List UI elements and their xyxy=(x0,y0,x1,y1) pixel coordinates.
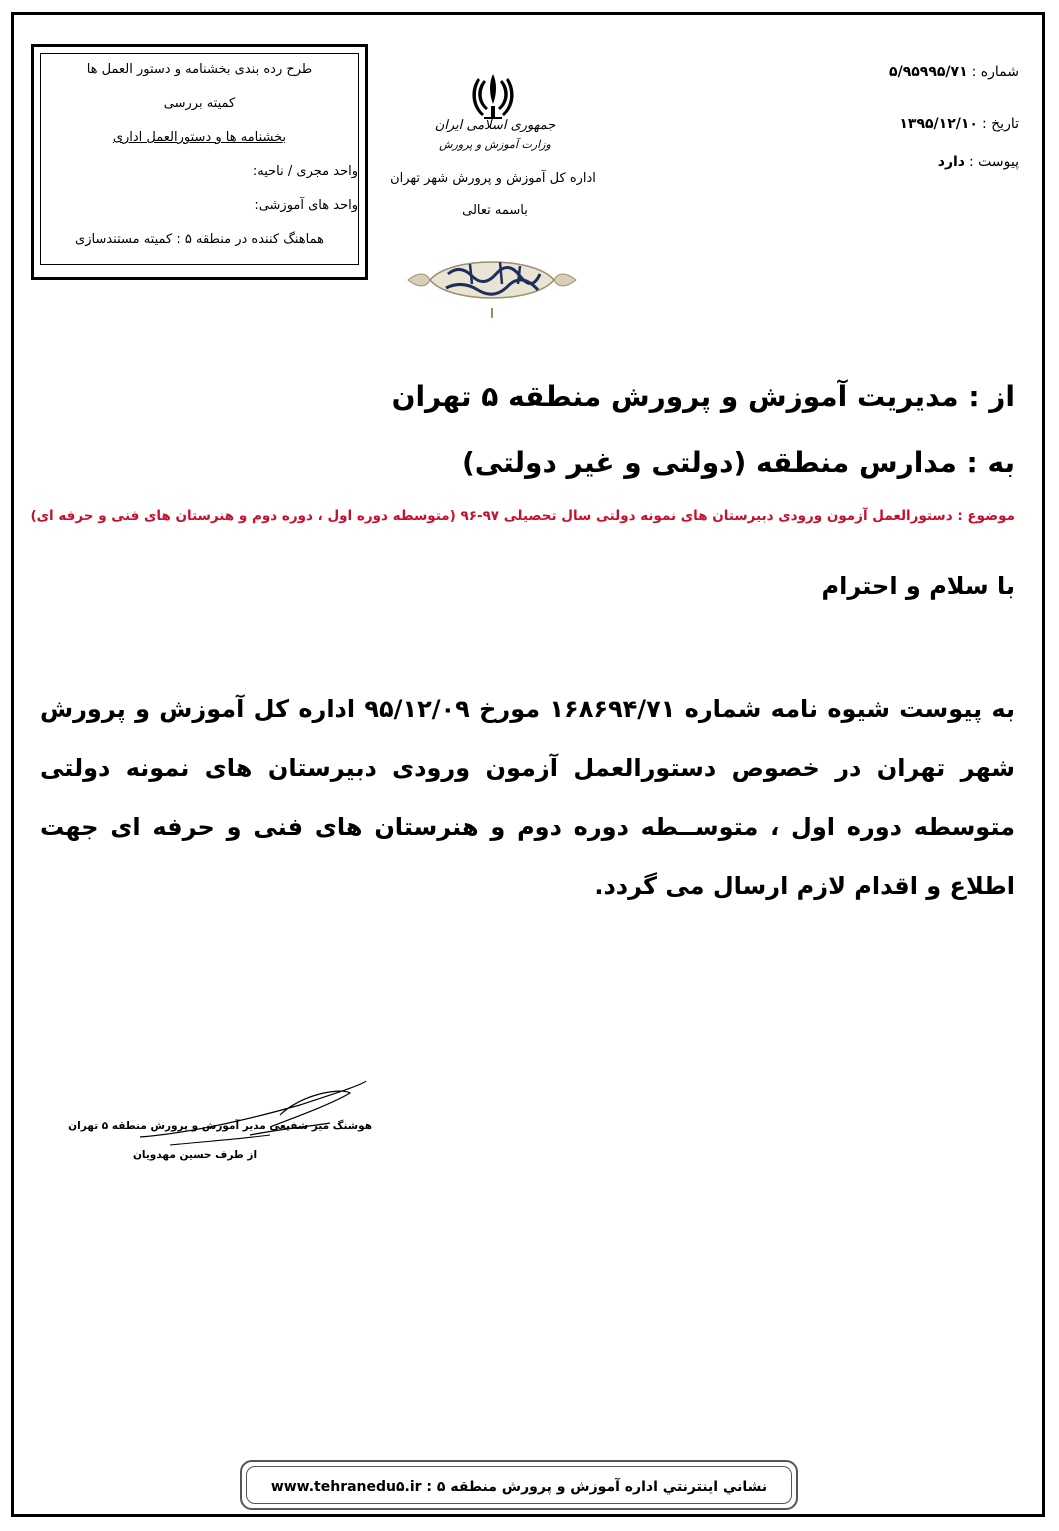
footer-box xyxy=(240,1460,798,1510)
letter-greeting: با سلام و احترام xyxy=(821,572,1015,600)
letter-number-value: ۵/۹۵۹۹۵/۷۱ xyxy=(889,64,968,80)
slogan-calligraphy-icon xyxy=(400,238,584,322)
signatory-on-behalf: از طرف حسین مهدویان xyxy=(132,1149,258,1161)
classification-coordinator: هماهنگ کننده در منطقه ۵ : کمیته مستندسازی xyxy=(75,232,324,247)
letter-date-value: ۱۳۹۵/۱۲/۱۰ xyxy=(899,116,978,132)
letter-to: به : مدارس منطقه (دولتی و غیر دولتی) xyxy=(461,446,1015,479)
classification-category: بخشنامه ها و دستورالعمل اداری xyxy=(112,130,287,145)
letter-subject: موضوع : دستورالعمل آزمون ورودی دبیرستان های نمونه دولتی سال تحصیلی ۹۷-۹۶ (متوسطه دوره اول ، دوره دوم و هنرستان های فنی و حرفه ای) xyxy=(30,508,1015,524)
letter-number-label: شماره : xyxy=(971,64,1019,80)
classification-box xyxy=(31,44,368,280)
department-name: اداره کل آموزش و پرورش شهر تهران xyxy=(390,171,596,186)
ministry-name: وزارت آموزش و پرورش xyxy=(439,138,551,151)
classification-title: طرح رده بندی بخشنامه و دستور العمل ها xyxy=(86,62,313,77)
letter-from: از : مدیریت آموزش و پرورش منطقه ۵ تهران xyxy=(391,380,1015,413)
letter-date-label: تاریخ : xyxy=(981,116,1019,132)
classification-educational-units: واحد های آموزشی: xyxy=(254,198,358,213)
letter-attachment-value: دارد xyxy=(937,154,965,170)
footer-website: نشاني اينترنتي اداره آموزش و پرورش منطقه ۵ : www.tehranedu۵.ir xyxy=(270,1479,768,1495)
signature-scribble xyxy=(130,1075,370,1155)
letter-body: به پیوست شیوه نامه شماره ۱۶۸۶۹۴/۷۱ مورخ ۹۵/۱۲/۰۹ اداره کل آموزش و پرورش شهر تهران در خصوص دستورالعمل آزمون ورودی دبیرستان های نمونه دولتی متوسطه دوره اول ، متوســطه دوره دوم و هنرستان های فنی و حرفه ای جهت اطلاع و اقدام لازم ارسال می گردد. xyxy=(40,695,1015,900)
classification-executive-unit: واحد مجری / ناحیه: xyxy=(252,164,358,179)
government-name: جمهوری اسلامی ایران xyxy=(434,118,556,133)
letter-attachment xyxy=(938,154,1019,170)
basmala: باسمه تعالی xyxy=(462,203,528,218)
classification-box-inner xyxy=(40,53,359,265)
letter-attachment-label: پیوست : xyxy=(969,154,1019,170)
iran-emblem-icon xyxy=(470,70,516,122)
letter-number xyxy=(889,64,1019,80)
classification-committee: کمیته بررسی xyxy=(163,96,236,111)
footer-box-inner xyxy=(246,1466,792,1504)
letter-date xyxy=(899,116,1019,132)
signatory-name: هوشنگ میر شفیعی مدیر آموزش و پرورش منطقه ۵ تهران xyxy=(68,1120,372,1132)
